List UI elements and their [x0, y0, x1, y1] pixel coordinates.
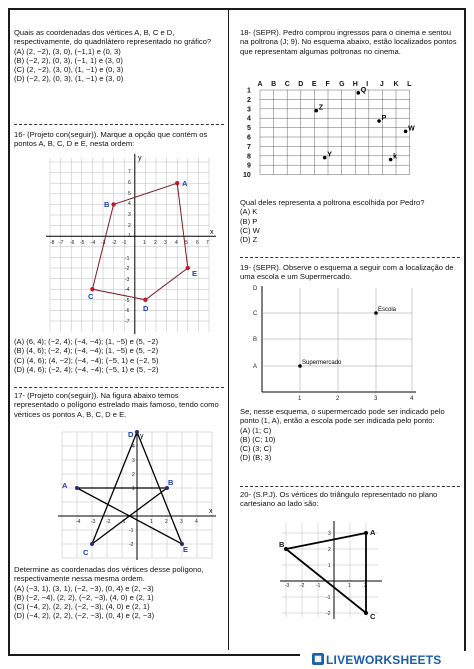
svg-text:6: 6	[196, 240, 199, 246]
q19-option-d[interactable]: (D) (B; 3)	[240, 453, 272, 463]
svg-text:-7: -7	[125, 319, 130, 325]
q20-point-c	[364, 611, 368, 615]
q19-option-a[interactable]: (A) (1; C)	[240, 425, 272, 435]
q19-x-label-2: 2	[336, 396, 340, 402]
q18-seat-marker	[377, 119, 381, 123]
q18-row-label: 5	[247, 125, 251, 133]
q16-label-c: C	[88, 292, 94, 301]
liveworksheets-logo: LIVEWORKSHEETS	[326, 653, 442, 667]
q16-text: 16- (Projeto con(seguir)). Marque a opção que contém os pontos A, B, C, D e E, nesta ordem:	[14, 130, 208, 149]
question-17	[14, 391, 224, 419]
svg-text:-2: -2	[326, 611, 331, 617]
q18-option-a[interactable]: (A) K	[240, 207, 258, 217]
q16-option-d[interactable]: (D) (4, 6); (−2, 4); (−4, −4); (−5, 1) e (5, −2)	[14, 364, 159, 374]
svg-text:1: 1	[150, 519, 153, 525]
svg-text:1: 1	[348, 583, 351, 589]
q19-x-label-1: 1	[298, 396, 302, 402]
svg-text:-1: -1	[129, 528, 134, 534]
q17-label-d: D	[128, 430, 134, 439]
svg-text:1: 1	[328, 563, 331, 569]
q18-seat-marker	[356, 91, 360, 95]
svg-text:-2: -2	[129, 542, 134, 548]
svg-text:3: 3	[328, 531, 331, 537]
q18-row-label: 7	[247, 143, 251, 151]
svg-text:-6: -6	[70, 240, 75, 246]
svg-text:4: 4	[195, 519, 198, 525]
q19-y-label-d: D	[253, 286, 258, 292]
q18-row-label: 8	[247, 153, 251, 161]
svg-text:-1: -1	[326, 595, 331, 601]
q18-row-label: 2	[247, 96, 251, 104]
separator	[14, 387, 224, 388]
q19-school-label: Escola	[378, 307, 397, 313]
q15-option-c[interactable]: (C) (2, −2), (3, 0), (1, −1) e (0, 3)	[14, 65, 124, 74]
q17-y-label: y	[140, 433, 144, 440]
q16-point-b	[111, 202, 115, 206]
q18-seat-marker	[314, 109, 318, 113]
q18-column-label: F	[325, 81, 330, 88]
svg-text:-3: -3	[285, 583, 290, 589]
q18-column-label: I	[366, 81, 369, 88]
q17-graph	[56, 428, 218, 562]
q18-row-label: 6	[247, 134, 251, 142]
q17-point-c	[90, 542, 94, 546]
svg-text:3: 3	[180, 519, 183, 525]
q17-after: Determine as coordenadas dos vértices desse polígono, respectivamente nessa mesma ordem.	[14, 565, 204, 584]
svg-text:5: 5	[128, 191, 131, 197]
svg-text:3: 3	[132, 458, 135, 464]
question-15	[14, 28, 224, 84]
q18-followup	[240, 198, 460, 244]
svg-text:-8: -8	[50, 240, 55, 246]
question-19	[240, 263, 460, 282]
q16-label-d: D	[143, 304, 149, 313]
q17-label-c: C	[83, 548, 89, 557]
svg-text:-4: -4	[76, 519, 81, 525]
q17-point-a	[75, 486, 79, 490]
separator	[14, 124, 224, 125]
svg-text:-1: -1	[122, 240, 127, 246]
svg-text:3: 3	[164, 240, 167, 246]
svg-text:2: 2	[364, 583, 367, 589]
q17-label-a: A	[62, 481, 68, 490]
q15-option-d[interactable]: (D) (−2, 2), (0, 3), (1, −1) e (3, 0)	[14, 74, 124, 84]
q16-x-label: x	[210, 229, 214, 236]
q20-text: 20- (S.P.J). Os vértices do triângulo representado no plano cartesiano ao lado são:	[240, 490, 438, 509]
q20-label-a: A	[370, 528, 376, 537]
q19-followup	[240, 407, 460, 463]
svg-text:-3: -3	[91, 519, 96, 525]
svg-text:3: 3	[128, 212, 131, 218]
q18-option-c[interactable]: (C) W	[240, 225, 260, 235]
svg-text:-4: -4	[91, 240, 96, 246]
q18-question: Qual deles representa a poltrona escolhida por Pedro?	[240, 198, 425, 207]
svg-text:6: 6	[128, 180, 131, 186]
q16-options	[14, 337, 224, 374]
q17-option-d[interactable]: (D) (−4, 2), (2, 2), (−2, −3), (0, 4) e (2, −3)	[14, 611, 155, 621]
q20-point-a	[364, 531, 368, 535]
q16-point-e	[186, 266, 190, 270]
q16-y-label: y	[138, 155, 142, 162]
svg-text:-1: -1	[125, 256, 130, 262]
q19-map-graph	[250, 284, 420, 402]
q15-option-a[interactable]: (A) (2, −2), (3, 0), (−1,1) e (0, 3)	[14, 46, 121, 56]
q18-column-label: E	[311, 81, 317, 88]
q18-text: 18- (SEPR). Pedro comprou ingressos para o cinema e sentou na poltrona (J; 9). No esquema abaixo, estão localizados pontos que representam algumas poltronas no cinema.	[240, 28, 457, 56]
q20-label-b: B	[279, 540, 285, 549]
q18-seat-label: Q	[360, 86, 367, 94]
q19-y-label-c: C	[253, 311, 258, 317]
q20-point-b	[284, 547, 288, 551]
q18-column-label: A	[257, 81, 263, 88]
q19-x-label-3: 3	[374, 396, 378, 402]
q18-row-label: 4	[247, 115, 251, 123]
q19-y-label-a: A	[253, 364, 258, 370]
q16-option-a[interactable]: (A) (6, 4); (−2, 4); (−4, −4); (1, −5) e (5, −2)	[14, 337, 159, 346]
q18-column-label: B	[271, 81, 277, 88]
q18-column-label: C	[284, 81, 290, 88]
q20-label-c: C	[370, 612, 376, 621]
q16-option-c[interactable]: (C) (4, 6); (4, −2); (−4, −4); (−5, 1) e (−2, 5)	[14, 355, 159, 365]
liveworksheets-logo-icon: ▦	[312, 653, 324, 665]
q19-after: Se, nesse esquema, o supermercado pode ser indicado pelo ponto (1, A), então a escola pode ser indicada pelo ponto:	[240, 407, 445, 426]
q18-row-label: 10	[243, 172, 251, 180]
svg-text:5: 5	[185, 240, 188, 246]
svg-text:4: 4	[128, 201, 131, 207]
q15-text: Quais as coordenadas dos vértices A, B, C e D, respectivamente, do quadrilátero representado no gráfico?	[14, 28, 212, 47]
svg-text:-1: -1	[121, 519, 126, 525]
q18-column-label: H	[352, 81, 358, 88]
q18-seat-grid	[240, 80, 426, 188]
svg-text:-5: -5	[125, 298, 130, 304]
q18-column-label: L	[407, 81, 412, 88]
q18-seat-marker	[389, 158, 393, 162]
svg-text:-1: -1	[316, 583, 321, 589]
q16-label-e: E	[192, 269, 198, 278]
svg-text:2: 2	[328, 547, 331, 553]
svg-text:2: 2	[128, 223, 131, 229]
svg-text:7: 7	[128, 169, 131, 175]
q18-row-label: 1	[247, 87, 251, 95]
svg-text:4: 4	[175, 240, 178, 246]
svg-text:-2: -2	[112, 240, 117, 246]
q17-text: 17- (Projeto con(seguir)). Na figura abaixo temos representado o polígono estrelado mais famoso, tendo como vértices os pontos A, B, C, D e E.	[14, 391, 219, 419]
q18-column-label: J	[379, 81, 384, 88]
question-18	[240, 28, 460, 56]
q16-graph	[44, 152, 224, 336]
q17-option-a[interactable]: (A) (−3, 1), (3, 1), (−2, −3), (0, 4) e (2, −3)	[14, 583, 154, 593]
q18-row-label: 3	[247, 106, 251, 114]
column-divider	[228, 10, 229, 650]
q18-seat-marker	[404, 130, 408, 134]
separator	[240, 257, 460, 258]
q18-seat-label: W	[408, 125, 415, 133]
q16-point-a	[175, 181, 179, 185]
svg-text:-6: -6	[125, 308, 130, 314]
q18-seat-label: Y	[327, 151, 332, 159]
q19-supermarket-label: Supermercado	[302, 360, 342, 366]
q20-triangle-graph	[278, 519, 388, 621]
q16-label-b: B	[104, 200, 110, 209]
svg-text:-7: -7	[59, 240, 64, 246]
svg-text:-2: -2	[300, 583, 305, 589]
q19-y-label-b: B	[253, 337, 258, 343]
q15-option-b[interactable]: (B) (−2, 2), (0, 3), (−1, 1) e (3, 0)	[14, 55, 123, 65]
svg-text:7: 7	[206, 240, 209, 246]
q17-option-b[interactable]: (B) (−2, −4), (2, 2), (−2, −3), (4, 0) e (2, 1)	[14, 592, 154, 602]
svg-text:1: 1	[132, 486, 135, 492]
q17-label-e: E	[183, 545, 189, 554]
q18-seat-marker	[323, 156, 327, 160]
q18-option-d[interactable]: (D) Z	[240, 235, 258, 244]
svg-text:1: 1	[128, 233, 131, 239]
question-20	[240, 490, 460, 509]
q16-option-b[interactable]: (B) (4, 6); (−2, 4); (−4, −4); (1, −5) e (5, −2)	[14, 346, 159, 356]
svg-text:-3: -3	[101, 240, 106, 246]
q19-option-b[interactable]: (B) (C; 10)	[240, 434, 276, 444]
q17-option-c[interactable]: (C) (−4, 2), (2, 2), (−2, −3), (4, 0) e (2, 1)	[14, 602, 150, 611]
svg-text:-3: -3	[125, 277, 130, 283]
q16-point-d	[143, 298, 147, 302]
q17-point-d	[135, 430, 139, 434]
q18-column-label: G	[339, 81, 345, 88]
q16-point-c	[90, 287, 94, 291]
q18-row-label: 9	[247, 162, 251, 170]
svg-text:1: 1	[143, 240, 146, 246]
svg-text:-5: -5	[80, 240, 85, 246]
svg-text:-2: -2	[106, 519, 111, 525]
q17-label-b: B	[168, 478, 174, 487]
svg-text:2: 2	[165, 519, 168, 525]
q18-seat-label: k	[393, 153, 398, 161]
q19-x-label-4: 4	[410, 396, 414, 402]
q16-label-a: A	[182, 179, 188, 188]
q18-seat-label: P	[381, 115, 387, 123]
q18-seat-label: Z	[318, 104, 324, 112]
q19-option-c[interactable]: (C) (3; C)	[240, 444, 272, 453]
svg-text:-2: -2	[125, 266, 130, 272]
q19-text: 19- (SEPR). Observe o esquema a seguir com a localização de uma escola e um Supermercado.	[240, 263, 454, 282]
q18-option-b[interactable]: (B) P	[240, 216, 258, 226]
q17-followup	[14, 565, 224, 621]
q17-x-label: x	[209, 508, 213, 515]
separator	[240, 486, 460, 487]
question-16	[14, 130, 224, 149]
svg-text:-4: -4	[125, 287, 130, 293]
svg-text:4: 4	[132, 444, 135, 450]
svg-text:2: 2	[132, 472, 135, 478]
q18-column-label: K	[393, 81, 399, 88]
q18-column-label: D	[298, 81, 304, 88]
svg-text:2: 2	[154, 240, 157, 246]
